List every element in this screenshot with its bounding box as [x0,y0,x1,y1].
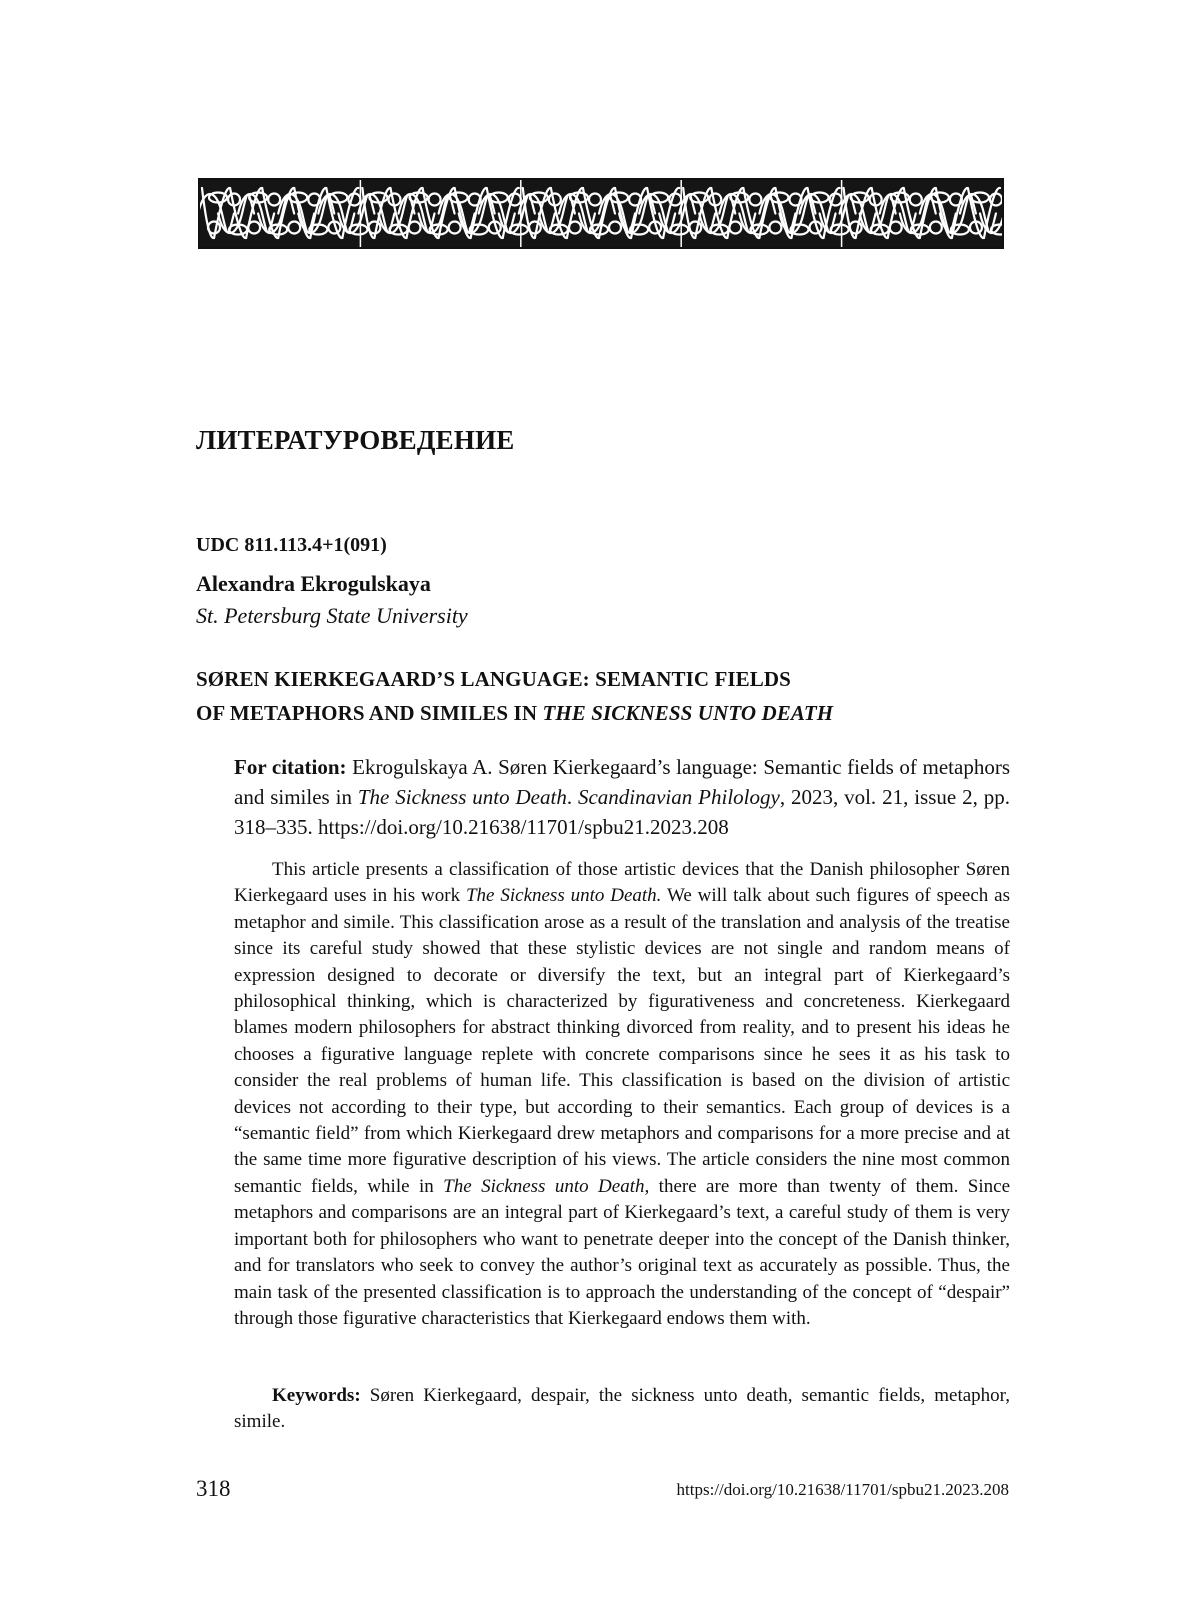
keywords-label: Keywords: [272,1385,361,1406]
article-title [196,662,1016,730]
abstract-part3: there are more than twenty of them. Since metaphors and comparisons are an integral part of Kierkegaard’s text, a careful study of them is very important both for philosophers who want to penetrate deeper into the concept of the Danish thinker, and for translators who seek to convey the author’s original text as accurately as possible. Thus, the main task of the presented classification is to approach the understanding of the concept of “despair” through those figurative characteristics that Kierkegaard endows them with. [234,1175,1010,1329]
article-title-work: THE SICKNESS UNTO DEATH [542,701,834,725]
article-title-line1: SØREN KIERKEGAARD’S LANGUAGE: SEMANTIC FIELDS [196,667,791,691]
section-title: ЛИТЕРАТУРОВЕДЕНИЕ [196,425,515,455]
citation-work-title: The Sickness unto Death [357,785,567,809]
celtic-knotwork-banner-icon [198,178,1004,249]
citation-block [234,752,1010,842]
udc-code: UDC 811.113.4+1(091) [196,534,387,556]
footer-doi-link[interactable]: https://doi.org/10.21638/11701/spbu21.2023.208 [676,1480,1009,1499]
keywords-paragraph [234,1383,1010,1436]
knotwork-pattern [200,180,1002,247]
author-affiliation: St. Petersburg State University [196,603,468,628]
keywords-text: Søren Kierkegaard, despair, the sickness unto death, semantic fields, metaphor, simile. [234,1385,1010,1433]
page-number: 318 [196,1476,231,1501]
citation-journal: Scandinavian Philology [577,785,780,809]
citation-text-a: Ekrogulskaya A. Søren Kierkegaard’s language: Semantic fields of metaphors and similes in [234,755,1010,809]
abstract-part1: This article presents a classification of those artistic devices that the Danish philosopher Søren Kierkegaard uses in his work [234,859,1010,907]
abstract-part2: We will talk about such figures of speech as metaphor and simile. This classification arose as a result of the translation and analysis of the treatise since its careful study showed that these stylistic devices are not single and random means of expression designed to decorate or diversify the text, but an integral part of Kierkegaard’s philosophical thinking, which is characterized by figurativeness and concreteness. Kierkegaard blames modern philosophers for abstract thinking divorced from reality, and to present his ideas he chooses a figurative language replete with concrete comparisons since he sees it as his task to consider the real problems of human life. This classification is based on the division of artistic devices not according to their type, but according to their semantics. Each group of devices is a “semantic field” from which Kierkegaard drew metaphors and comparisons for a more precise and at the same time more figurative description of his views. The article considers the nine most common semantic fields, while in [234,885,1011,1197]
abstract-work-title-2: The Sickness unto Death, [443,1175,650,1197]
citation-label: For citation: [234,755,347,779]
abstract-paragraph [234,857,1010,1332]
citation-text-c: , 2023, vol. 21, issue 2, pp. 318–335. https://doi.org/10.21638/11701/spbu21.2023.208 [234,785,1010,839]
author-name: Alexandra Ekrogulskaya [196,571,431,596]
citation-text-b: . [566,785,578,809]
abstract-work-title-1: The Sickness unto Death. [465,885,662,907]
article-title-line2: OF METAPHORS AND SIMILES IN [196,701,543,725]
